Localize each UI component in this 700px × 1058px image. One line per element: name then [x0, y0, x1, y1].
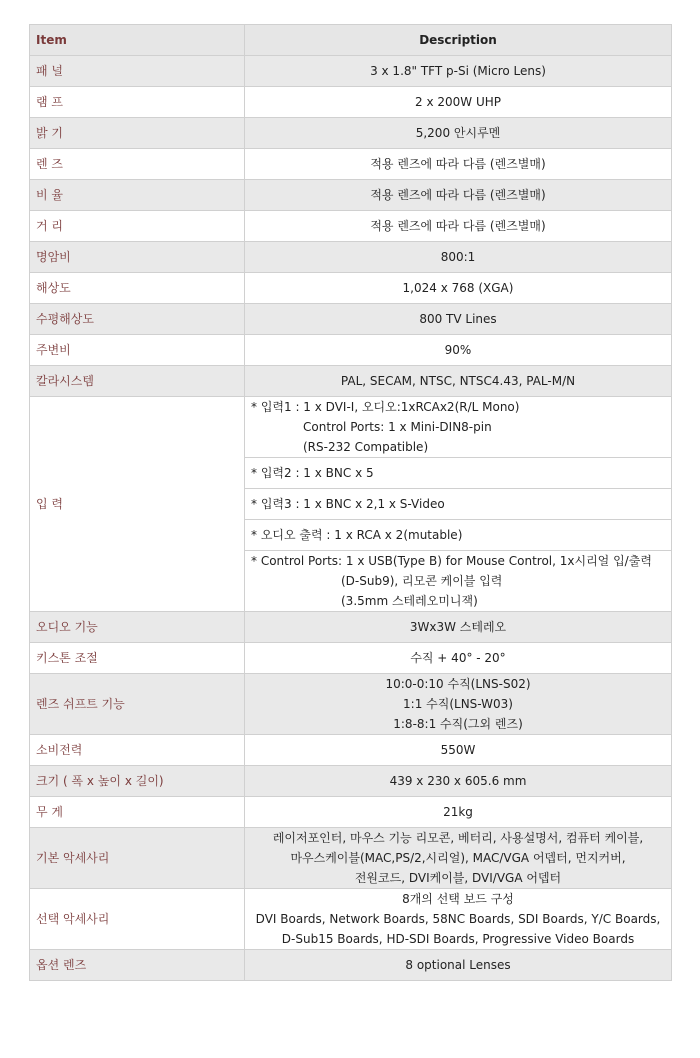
spec-value: 800:1: [245, 242, 672, 273]
spec-row: [30, 304, 672, 335]
value-line: 1:1 수직(LNS-W03): [403, 697, 513, 711]
spec-value: 3 x 1.8" TFT p-Si (Micro Lens): [245, 56, 672, 87]
spec-row: [30, 242, 672, 273]
value-line: 10:0-0:10 수직(LNS-S02): [385, 677, 531, 691]
value-line: DVI Boards, Network Boards, 58NC Boards, SDI Boards, Y/C Boards,: [255, 912, 661, 926]
input-entry: [245, 551, 672, 612]
spec-value: 800 TV Lines: [245, 304, 672, 335]
spec-row: [30, 56, 672, 87]
spec-label: 해상도: [30, 273, 245, 304]
spec-label: 소비전력: [30, 735, 245, 766]
spec-row: [30, 766, 672, 797]
spec-row: [30, 797, 672, 828]
spec-row: [30, 674, 672, 735]
spec-value: PAL, SECAM, NTSC, NTSC4.43, PAL-M/N: [245, 366, 672, 397]
spec-value: 90%: [245, 335, 672, 366]
value-line: 439 x 230 x 605.6 mm: [389, 774, 527, 788]
value-line: 전원코드, DVI케이블, DVI/VGA 어뎁터: [354, 871, 562, 885]
value-line: 550W: [440, 743, 476, 757]
spec-row: [30, 180, 672, 211]
value-line: * 입력1 : 1 x DVI-I, 오디오:1xRCAx2(R/L Mono): [251, 400, 520, 414]
value-line: Control Ports: 1 x Mini-DIN8-pin: [303, 420, 492, 434]
spec-label: 패 널: [30, 56, 245, 87]
header-description: Description: [245, 25, 672, 56]
spec-label: 렌 즈: [30, 149, 245, 180]
spec-value: 2 x 200W UHP: [245, 87, 672, 118]
spec-row: [30, 889, 672, 950]
value-line: (3.5mm 스테레오미니잭): [341, 594, 478, 608]
spec-value: [245, 828, 672, 889]
value-line: * Control Ports: 1 x USB(Type B) for Mouse Control, 1x시리얼 입/출력: [251, 554, 652, 568]
value-line: 1:8-8:1 수직(그외 렌즈): [393, 717, 523, 731]
value-line: 마우스케이블(MAC,PS/2,시리얼), MAC/VGA 어뎁터, 먼지커버,: [290, 851, 626, 865]
spec-row: [30, 828, 672, 889]
spec-row: [30, 118, 672, 149]
spec-row: [30, 273, 672, 304]
value-line: (RS-232 Compatible): [303, 440, 429, 454]
spec-value: 적용 렌즈에 따라 다름 (렌즈별매): [245, 149, 672, 180]
spec-value: [245, 766, 672, 797]
spec-label: 선택 악세사리: [30, 889, 245, 950]
spec-value: 적용 렌즈에 따라 다름 (렌즈별매): [245, 211, 672, 242]
value-line: 8 optional Lenses: [405, 958, 511, 972]
input-entry: [245, 520, 672, 551]
spec-row: [30, 643, 672, 674]
spec-label: 칼라시스템: [30, 366, 245, 397]
spec-value: [245, 612, 672, 643]
value-line: * 입력2 : 1 x BNC x 5: [251, 466, 374, 480]
spec-value: [245, 950, 672, 981]
spec-label: 오디오 기능: [30, 612, 245, 643]
spec-label: 명암비: [30, 242, 245, 273]
value-line: * 오디오 출력 : 1 x RCA x 2(mutable): [251, 528, 463, 542]
spec-label: 수평해상도: [30, 304, 245, 335]
spec-label: 비 율: [30, 180, 245, 211]
spec-label: 크기 ( 폭 x 높이 x 길이): [30, 766, 245, 797]
value-line: (D-Sub9), 리모콘 케이블 입력: [341, 574, 503, 588]
value-line: 수직 + 40° - 20°: [410, 651, 506, 665]
spec-value: 5,200 안시루멘: [245, 118, 672, 149]
spec-label: 입 력: [30, 397, 245, 612]
spec-label: 무 게: [30, 797, 245, 828]
spec-row: [30, 87, 672, 118]
spec-value: [245, 889, 672, 950]
spec-label: 렌즈 쉬프트 기능: [30, 674, 245, 735]
spec-row: [30, 335, 672, 366]
spec-table: [29, 24, 672, 981]
spec-label: 밝 기: [30, 118, 245, 149]
spec-row: [30, 149, 672, 180]
value-line: 8개의 선택 보드 구성: [402, 892, 514, 906]
input-entry: [245, 397, 672, 458]
spec-label: 키스톤 조절: [30, 643, 245, 674]
spec-row: [30, 211, 672, 242]
header-row: [30, 25, 672, 56]
value-line: 21kg: [443, 805, 473, 819]
value-line: * 입력3 : 1 x BNC x 2,1 x S-Video: [251, 497, 445, 511]
spec-label: 주변비: [30, 335, 245, 366]
input-entry: [245, 458, 672, 489]
spec-label: 옵션 렌즈: [30, 950, 245, 981]
spec-label: 기본 악세사리: [30, 828, 245, 889]
value-line: 3Wx3W 스테레오: [409, 620, 507, 634]
spec-value: [245, 797, 672, 828]
input-entry: [245, 489, 672, 520]
spec-value: [245, 643, 672, 674]
input-entry-row: [30, 397, 672, 458]
value-line: 레이저포인터, 마우스 기능 리모콘, 베터리, 사용설명서, 컴퓨터 케이블,: [272, 831, 644, 845]
spec-value: 1,024 x 768 (XGA): [245, 273, 672, 304]
spec-label: 램 프: [30, 87, 245, 118]
spec-label: 거 리: [30, 211, 245, 242]
spec-row: [30, 366, 672, 397]
spec-value: [245, 735, 672, 766]
spec-row: [30, 950, 672, 981]
spec-value: 적용 렌즈에 따라 다름 (렌즈별매): [245, 180, 672, 211]
header-item: Item: [30, 25, 245, 56]
spec-row: [30, 735, 672, 766]
spec-row: [30, 612, 672, 643]
value-line: D-Sub15 Boards, HD-SDI Boards, Progressive Video Boards: [281, 932, 635, 946]
spec-value: [245, 674, 672, 735]
